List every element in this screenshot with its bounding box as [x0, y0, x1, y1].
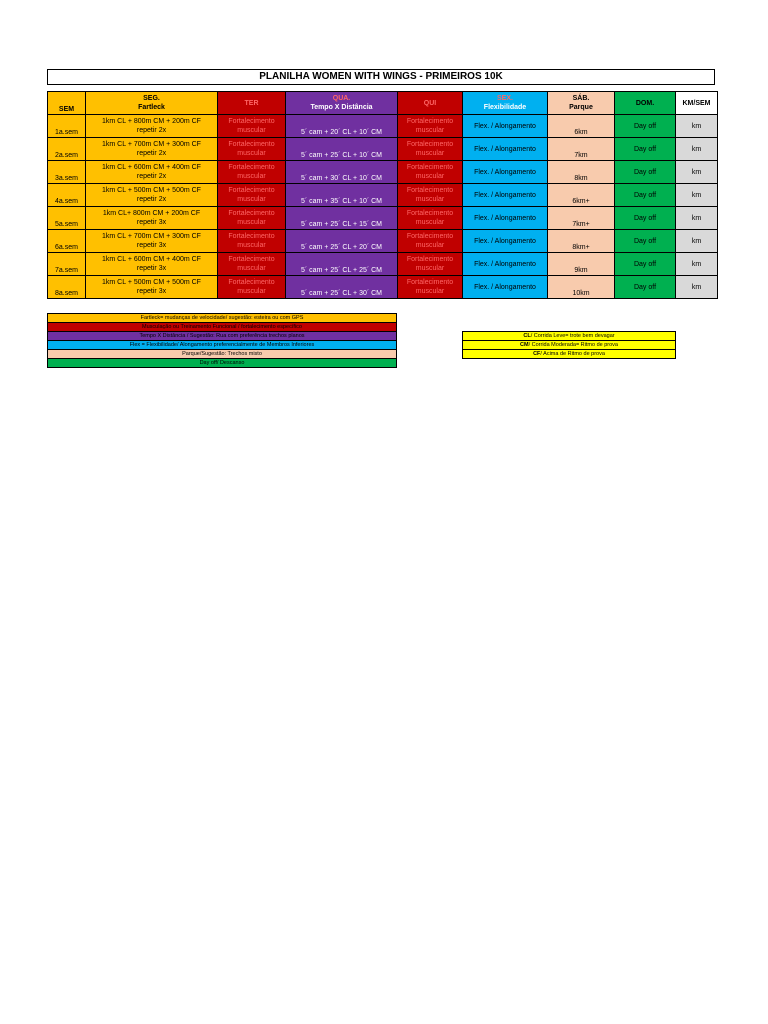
legend-cf	[462, 350, 676, 359]
park-cell: 7km	[548, 138, 615, 161]
dayoff-cell: Day off	[615, 184, 676, 207]
fartleck-workout: 1km CL + 600m CM + 400m CF	[102, 164, 201, 171]
strength-cell-ter	[218, 253, 286, 276]
legend-cl-text: / Corrida Leve= trote bem devagar	[530, 333, 615, 339]
strength-line2: muscular	[237, 265, 266, 272]
strength-line1: Fortalecimento	[228, 187, 275, 194]
strength-cell-ter	[218, 184, 286, 207]
park-cell: 6km+	[548, 184, 615, 207]
training-plan-table	[47, 91, 718, 299]
header-sem-label: SEM	[58, 106, 75, 113]
pace-legend	[462, 331, 676, 359]
strength-cell-qui	[398, 253, 463, 276]
flex-cell: Flex. / Alongamento	[463, 253, 548, 276]
strength-line2: muscular	[415, 288, 445, 295]
legend-dayoff: Day off/ Descanso	[47, 359, 397, 368]
header-sab	[548, 92, 615, 115]
header-seg	[86, 92, 218, 115]
dayoff-cell: Day off	[615, 115, 676, 138]
legend-cm-abbr: CM	[520, 342, 529, 348]
legend-cl	[462, 331, 676, 341]
fartleck-cell	[86, 115, 218, 138]
strength-cell-ter	[218, 115, 286, 138]
fartleck-repeat: repetir 2x	[136, 150, 167, 157]
strength-cell-ter	[218, 230, 286, 253]
header-qua-day: QUA.	[332, 95, 351, 102]
header-km	[676, 92, 718, 115]
strength-line1: Fortalecimento	[228, 210, 275, 217]
legend-park: Parque/Sugestão: Trechos misto	[47, 350, 397, 359]
park-cell: 6km	[548, 115, 615, 138]
strength-line2: muscular	[415, 196, 445, 203]
legend-fartleck: Fartleck= mudanças de velocidade/ sugestão: esteira ou com GPS	[47, 313, 397, 323]
table-row	[48, 115, 718, 138]
header-dom	[615, 92, 676, 115]
strength-line2: muscular	[237, 127, 266, 134]
fartleck-workout: 1km CL + 600m CM + 400m CF	[102, 256, 201, 263]
strength-line1: Fortalecimento	[406, 279, 454, 286]
table-row	[48, 207, 718, 230]
fartleck-cell	[86, 230, 218, 253]
strength-line1: Fortalecimento	[228, 141, 275, 148]
header-ter-label: TER	[244, 99, 259, 107]
header-qui	[398, 92, 463, 115]
strength-line1: Fortalecimento	[406, 141, 454, 148]
strength-line2: muscular	[237, 242, 266, 249]
legend-cl-abbr: CL	[523, 333, 531, 339]
park-cell: 8km+	[548, 230, 615, 253]
strength-cell-qui	[398, 230, 463, 253]
header-seg-type: Fartleck	[138, 104, 165, 111]
fartleck-repeat: repetir 3x	[136, 242, 167, 249]
strength-cell-ter	[218, 276, 286, 299]
legend-cf-abbr: CF	[533, 351, 541, 357]
fartleck-workout: 1km CL + 500m CM + 500m CF	[102, 187, 201, 194]
flex-cell: Flex. / Alongamento	[463, 161, 548, 184]
flex-cell: Flex. / Alongamento	[463, 276, 548, 299]
strength-line1: Fortalecimento	[406, 210, 454, 217]
tempo-cell: 5´ cam + 25´ CL + 25´ CM	[286, 253, 398, 276]
km-cell: km	[676, 207, 718, 230]
header-qui-label: QUI	[423, 99, 437, 107]
strength-line1: Fortalecimento	[228, 279, 275, 286]
km-cell: km	[676, 276, 718, 299]
tempo-cell: 5´ cam + 25´ CL + 20´ CM	[286, 230, 398, 253]
header-row	[48, 92, 718, 115]
fartleck-repeat: repetir 3x	[136, 288, 167, 295]
km-cell: km	[676, 138, 718, 161]
fartleck-workout: 1km CL + 700m CM + 300m CF	[102, 141, 201, 148]
tempo-cell: 5´ cam + 20´ CL + 10´ CM	[286, 115, 398, 138]
fartleck-cell	[86, 207, 218, 230]
fartleck-cell	[86, 276, 218, 299]
fartleck-workout: 1km CL+ 800m CM + 200m CF	[102, 210, 201, 217]
header-sex	[463, 92, 548, 115]
week-cell: 3a.sem	[48, 161, 86, 184]
dayoff-cell: Day off	[615, 230, 676, 253]
header-sab-type: Parque	[569, 104, 593, 111]
park-cell: 9km	[548, 253, 615, 276]
fartleck-repeat: repetir 2x	[136, 127, 167, 134]
header-sex-type: Flexibilidade	[483, 104, 527, 111]
fartleck-repeat: repetir 2x	[136, 173, 167, 180]
km-cell: km	[676, 253, 718, 276]
dayoff-cell: Day off	[615, 161, 676, 184]
dayoff-cell: Day off	[615, 276, 676, 299]
fartleck-cell	[86, 138, 218, 161]
fartleck-workout: 1km CL + 800m CM + 200m CF	[102, 118, 201, 125]
flex-cell: Flex. / Alongamento	[463, 207, 548, 230]
tempo-cell: 5´ cam + 35´ CL + 10´ CM	[286, 184, 398, 207]
park-cell: 10km	[548, 276, 615, 299]
legend-flex: Flex = Flexibilidade/ Alongamento preferencialmente de Membros Inferiores	[47, 341, 397, 350]
legend-tempo: Tempo X Distância / Sugestão: Rua com preferência trechos planos	[47, 332, 397, 341]
tempo-cell: 5´ cam + 25´ CL + 30´ CM	[286, 276, 398, 299]
strength-line2: muscular	[415, 265, 445, 272]
header-qua-type: Tempo X Distância	[310, 104, 373, 111]
fartleck-cell	[86, 184, 218, 207]
week-cell: 5a.sem	[48, 207, 86, 230]
km-cell: km	[676, 184, 718, 207]
fartleck-workout: 1km CL + 500m CM + 500m CF	[102, 279, 201, 286]
flex-cell: Flex. / Alongamento	[463, 138, 548, 161]
strength-line1: Fortalecimento	[406, 187, 454, 194]
week-cell: 6a.sem	[48, 230, 86, 253]
fartleck-repeat: repetir 3x	[136, 219, 167, 226]
park-cell: 7km+	[548, 207, 615, 230]
km-cell: km	[676, 161, 718, 184]
header-sem	[48, 92, 86, 115]
strength-line1: Fortalecimento	[228, 256, 275, 263]
header-dom-label: DOM.	[635, 99, 655, 107]
strength-cell-qui	[398, 161, 463, 184]
header-ter	[218, 92, 286, 115]
header-sab-day: SÁB.	[572, 95, 590, 102]
fartleck-cell	[86, 253, 218, 276]
strength-line2: muscular	[415, 242, 445, 249]
strength-line2: muscular	[415, 219, 445, 226]
table-row	[48, 253, 718, 276]
tempo-cell: 5´ cam + 25´ CL + 15´ CM	[286, 207, 398, 230]
strength-line2: muscular	[237, 173, 266, 180]
week-cell: 8a.sem	[48, 276, 86, 299]
dayoff-cell: Day off	[615, 138, 676, 161]
strength-line1: Fortalecimento	[228, 164, 275, 171]
dayoff-cell: Day off	[615, 253, 676, 276]
strength-line1: Fortalecimento	[406, 164, 454, 171]
week-cell: 2a.sem	[48, 138, 86, 161]
flex-cell: Flex. / Alongamento	[463, 230, 548, 253]
strength-line1: Fortalecimento	[406, 118, 454, 125]
legend-cf-text: / Acima de Ritmo de prova	[540, 351, 605, 357]
header-km-label: KM/SEM	[682, 99, 711, 107]
header-qua	[286, 92, 398, 115]
strength-line2: muscular	[237, 196, 266, 203]
strength-cell-qui	[398, 207, 463, 230]
flex-cell: Flex. / Alongamento	[463, 115, 548, 138]
activity-legend	[47, 313, 397, 368]
strength-line2: muscular	[415, 127, 445, 134]
strength-line1: Fortalecimento	[406, 256, 454, 263]
strength-line1: Fortalecimento	[406, 233, 454, 240]
tempo-cell: 5´ cam + 25´ CL + 10´ CM	[286, 138, 398, 161]
table-row	[48, 138, 718, 161]
fartleck-repeat: repetir 2x	[136, 196, 167, 203]
fartleck-workout: 1km CL + 700m CM + 300m CF	[102, 233, 201, 240]
strength-cell-ter	[218, 161, 286, 184]
week-cell: 4a.sem	[48, 184, 86, 207]
strength-line2: muscular	[237, 288, 266, 295]
table-row	[48, 230, 718, 253]
flex-cell: Flex. / Alongamento	[463, 184, 548, 207]
strength-cell-qui	[398, 276, 463, 299]
strength-cell-qui	[398, 184, 463, 207]
strength-cell-qui	[398, 115, 463, 138]
week-cell: 1a.sem	[48, 115, 86, 138]
table-row	[48, 276, 718, 299]
km-cell: km	[676, 230, 718, 253]
plan-title: PLANILHA WOMEN WITH WINGS - PRIMEIROS 10K	[47, 69, 715, 85]
dayoff-cell: Day off	[615, 207, 676, 230]
table-row	[48, 161, 718, 184]
header-sex-day: SEX.	[497, 95, 513, 102]
strength-line2: muscular	[237, 150, 266, 157]
legend-cm-text: / Corrida Moderada= Ritmo de prova	[528, 342, 618, 348]
tempo-cell: 5´ cam + 30´ CL + 10´ CM	[286, 161, 398, 184]
week-cell: 7a.sem	[48, 253, 86, 276]
km-cell: km	[676, 115, 718, 138]
header-seg-day: SEG.	[143, 95, 160, 102]
park-cell: 8km	[548, 161, 615, 184]
strength-line2: muscular	[415, 173, 445, 180]
strength-line1: Fortalecimento	[228, 233, 275, 240]
legend-cm	[462, 341, 676, 350]
strength-cell-ter	[218, 138, 286, 161]
fartleck-cell	[86, 161, 218, 184]
strength-cell-ter	[218, 207, 286, 230]
strength-cell-qui	[398, 138, 463, 161]
strength-line2: muscular	[415, 150, 445, 157]
strength-line1: Fortalecimento	[228, 118, 275, 125]
fartleck-repeat: repetir 3x	[136, 265, 167, 272]
legend-strength: Musculação ou Treinamento Funcional / fortalecimento específico	[47, 323, 397, 332]
strength-line2: muscular	[237, 219, 266, 226]
table-row	[48, 184, 718, 207]
